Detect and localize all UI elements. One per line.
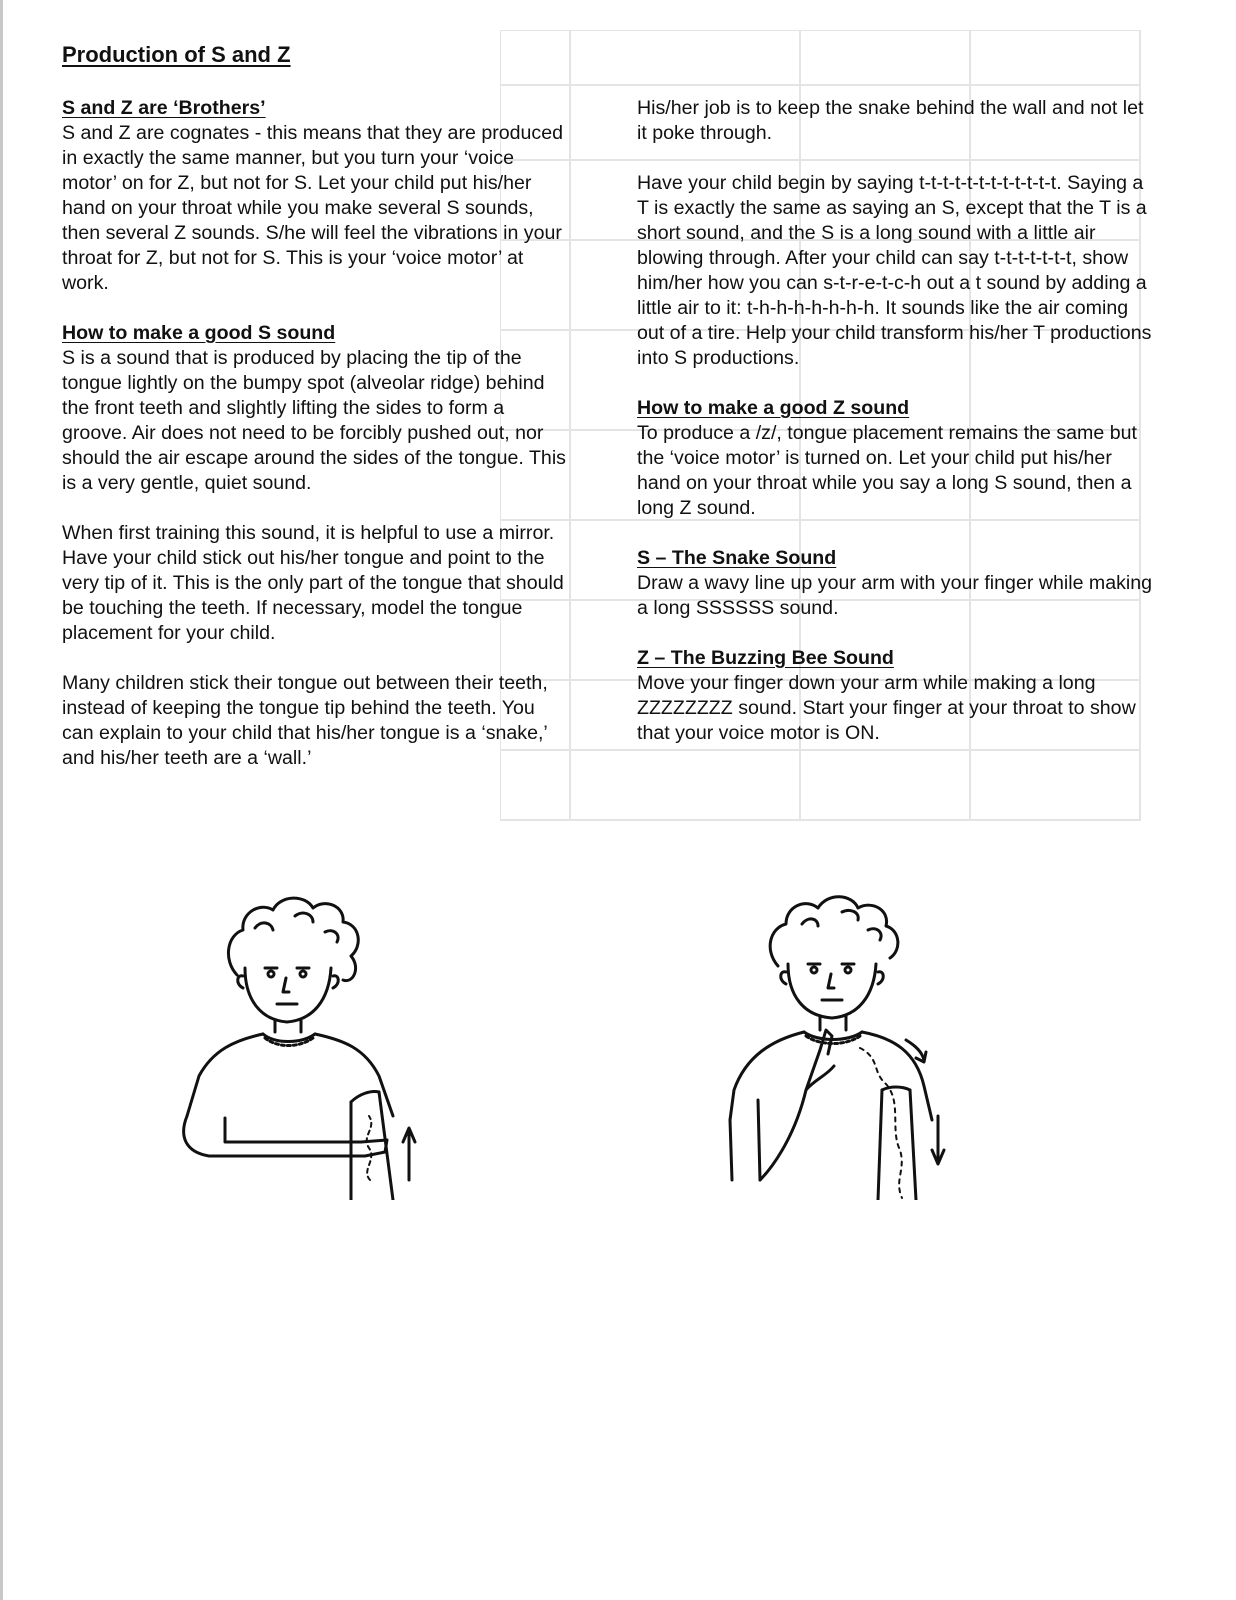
- snake-sound-heading: S – The Snake Sound: [637, 547, 837, 569]
- mirror-paragraph: When first training this sound, it is helpful to use a mirror. Have your child stick out his/her tongue and point to the very tip of it. This is the only part of the tongue that should be touching the teeth. If necessary, model the tongue placement for your child.: [62, 522, 564, 644]
- t-sound-paragraph: Have your child begin by saying t-t-t-t-t-t-t-t-t-t-t-t. Saying a T is exactly the same as saying an S, except that the T is a short sound, and the S is a long sound with a little air blowing through. After your child can say t-t-t-t-t-t-t, show him/her how you can s-t-r-e-t-c-h out a t sound by adding a little air to it: t-h-h-h-h-h-h-h. It sounds like the air coming out of a tire. Help your child transform his/her T productions into S productions.: [637, 172, 1152, 369]
- s-sound-paragraph: S is a sound that is produced by placing the tip of the tongue lightly on the bumpy spot (alveolar ridge) behind the front teeth and slightly lifting the sides to form a groove. Air does not need to be forcibly pushed out, nor should the air escape around the sides of the tongue. This is a very gentle, quiet sound.: [62, 347, 566, 494]
- page-edge: [0, 0, 3, 1600]
- bee-sound-paragraph: Move your finger down your arm while making a long ZZZZZZZZ sound. Start your finger at your throat to show that your voice motor is ON.: [637, 672, 1136, 744]
- z-sound-heading: How to make a good Z sound: [637, 397, 910, 419]
- brothers-paragraph: S and Z are cognates - this means that they are produced in exactly the same manner, but you turn your ‘voice motor’ on for Z, but not for S. Let your child put his/her hand on your throat while you make several S sounds, then several Z sounds. S/he will feel the vibrations in your throat for Z, but not for S. This is your ‘voice motor’ at work.: [62, 122, 564, 294]
- bee-sound-heading: Z – The Buzzing Bee Sound: [637, 647, 894, 669]
- right-column: [637, 96, 1157, 771]
- brothers-heading: S and Z are ‘Brothers’: [62, 97, 266, 119]
- snake-job-paragraph: His/her job is to keep the snake behind the wall and not let it poke through.: [637, 97, 1144, 144]
- snake-sound-paragraph: Draw a wavy line up your arm with your finger while making a long SSSSSS sound.: [637, 572, 1153, 619]
- page-title: Production of S and Z: [62, 42, 291, 67]
- child-snake-sign-illustration: [165, 880, 445, 1200]
- z-sound-paragraph: To produce a /z/, tongue placement remains the same but the ‘voice motor’ is turned on. Let your child put his/her hand on your throat while you say a long S sound, then a long Z sound.: [637, 422, 1137, 519]
- s-sound-heading: How to make a good S sound: [62, 322, 336, 344]
- child-bee-sign-illustration: [710, 880, 960, 1200]
- left-column: [62, 96, 568, 796]
- snake-wall-paragraph: Many children stick their tongue out between their teeth, instead of keeping the tongue tip behind the teeth. You can explain to your child that his/her tongue is a ‘snake,’ and his/her teeth are a ‘wall.’: [62, 672, 548, 769]
